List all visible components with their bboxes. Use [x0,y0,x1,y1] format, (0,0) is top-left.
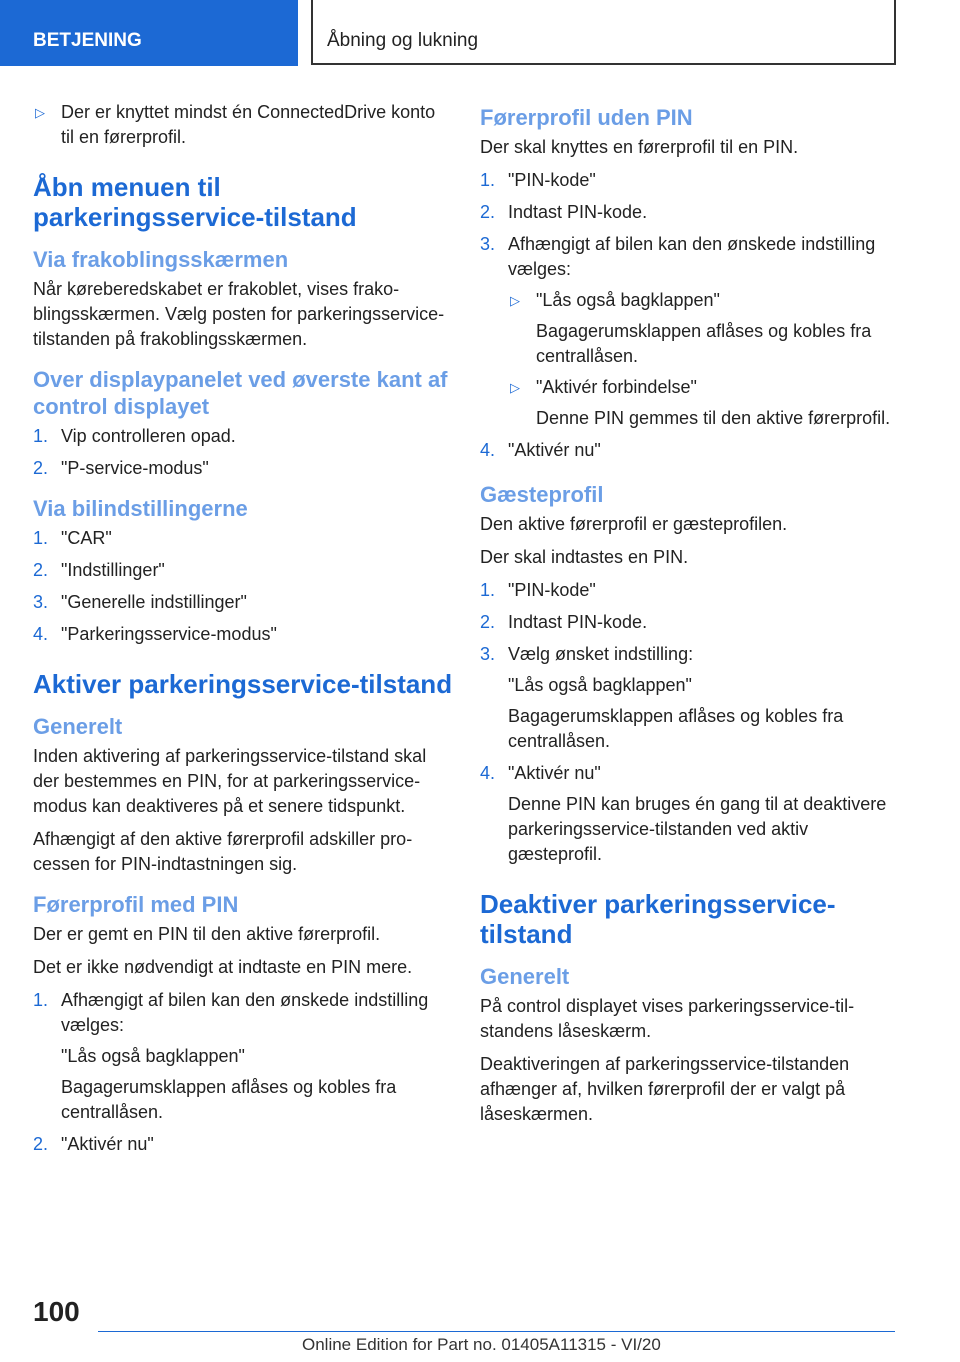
step-number: 2. [33,1134,49,1154]
left-column [33,100,453,1164]
step-number: 1. [33,426,49,446]
sub-text: Bagagerumsklappen aflåses og kobles fra centrallåsen. [61,1077,397,1122]
paragraph: Der skal knyttes en førerprofil til en PIN. [480,137,799,157]
list-item: 4. "Parkeringsservice-modus" [33,622,453,647]
triangle-bullet-icon: ▷ [35,105,45,120]
step-number: 3. [480,234,496,254]
step-number: 2. [33,560,49,580]
paragraph: Der er gemt en PIN til den aktive førerprofil. [33,924,381,944]
paragraph: Der skal indtastes en PIN. [480,547,689,567]
list-item: 3. "Generelle indstillinger" [33,590,453,615]
page-header [0,0,960,66]
sub-text: Denne PIN kan bruges én gang til at deaktivere parkeringsservice-tilstanden ved aktiv gæsteprofil. [508,794,887,864]
list-item: ▷ Der er knyttet mindst én ConnectedDrive konto til en førerprofil. [35,102,436,147]
sub-bullet: ▷ "Lås også bagklappen" Bagagerumsklappen aflåses og kobles fra centrallåsen. [508,288,900,369]
step-number: 3. [33,592,49,612]
list-item: 1. "CAR" [33,526,453,551]
sub-text: Bagagerumsklappen aflåses og kobles fra centrallåsen. [536,321,872,366]
sub-bullet: ▷ "Aktivér forbindelse" Denne PIN gemmes til den aktive førerprofil. [508,375,900,431]
list-item: 1. "PIN-kode" [480,578,900,603]
list-item: 2. Indtast PIN-kode. [480,200,900,225]
heading-over-display: Over displaypanelet ved øverste kant af control displayet [33,367,448,419]
paragraph: På control displayet vises parkeringsservice-tilstandens låseskærm. [480,996,855,1041]
sub-text: Bagagerumsklappen aflåses og kobles fra centrallåsen. [508,706,844,751]
list-item: 1. "PIN-kode" [480,168,900,193]
paragraph: Den aktive førerprofil er gæsteprofilen. [480,514,788,534]
paragraph: Deaktiveringen af parkeringsservice-tilstanden afhænger af, hvilken førerprofil der er valgt på låseskærmen. [480,1054,850,1124]
footer-divider [98,1331,895,1332]
chapter-title: Åbning og lukning [311,0,896,65]
step-number: 1. [33,990,49,1010]
heading-uden-pin: Førerprofil uden PIN [480,105,693,130]
heading-gaesteprofil: Gæsteprofil [480,482,604,507]
step-number: 2. [480,612,496,632]
sub-text: "Lås også bagklappen" [508,675,692,695]
step-number: 1. [480,170,496,190]
list-item: 4. "Aktivér nu" [480,438,900,463]
list-item: 4. "Aktivér nu" Denne PIN kan bruges én gang til at deaktivere parkeringsservice-tilstanden ved aktiv gæsteprofil. [480,761,900,867]
heading-generelt: Generelt [480,964,570,989]
list-item: 3. Afhængigt af bilen kan den ønskede indstilling vælges: ▷ "Lås også bagklappen" Bagagerumsklappen aflåses og kobles fra centrallåsen. ▷ "Aktivér forbindelse" Denne PIN gemmes til den aktive førerprofil. [480,232,900,431]
heading-via-frakobling: Via frakoblingsskærmen [33,247,289,272]
paragraph: Afhængigt af den aktive førerprofil adskiller processen for PIN-indtastningen sig. [33,829,413,874]
list-item: 2. "P-service-modus" [33,456,453,481]
heading-generelt: Generelt [33,714,123,739]
step-number: 1. [33,528,49,548]
list-item: 1. Vip controlleren opad. [33,424,453,449]
right-column [480,100,900,1135]
page-number: 100 [33,1296,80,1327]
list-item: 2. "Indstillinger" [33,558,453,583]
step-number: 4. [33,624,49,644]
paragraph: Inden aktivering af parkeringsservice-tilstand skal der bestemmes en PIN, for at parkeringsservice-modus kan deaktiveres på et senere tidspunkt. [33,746,427,816]
list-item: 2. "Aktivér nu" [33,1132,453,1157]
step-number: 4. [480,763,496,783]
step-number: 2. [480,202,496,222]
heading-aktiver: Aktiver parkeringsservice-tilstand [33,669,453,699]
section-tab[interactable]: BETJENING [0,0,298,66]
sub-text: Denne PIN gemmes til den aktive førerprofil. [536,408,891,428]
heading-med-pin: Førerprofil med PIN [33,892,239,917]
heading-deaktiver: Deaktiver parkeringsservice-tilstand [480,889,836,949]
triangle-bullet-icon: ▷ [510,293,520,308]
edition-text: Online Edition for Part no. 01405A11315 - VI/20 [302,1335,661,1354]
step-number: 4. [480,440,496,460]
triangle-bullet-icon: ▷ [510,380,520,395]
list-item: 2. Indtast PIN-kode. [480,610,900,635]
heading-open-menu: Åbn menuen til parkeringsservice-tilstand [33,172,357,232]
paragraph: Når køreberedskabet er frakoblet, vises frakoblingsskærmen. Vælg posten for parkeringsservice-tilstanden på frakoblingsskærmen. [33,279,445,349]
list-item: 3. Vælg ønsket indstilling: "Lås også bagklappen" Bagagerumsklappen aflåses og kobles fra centrallåsen. [480,642,900,754]
paragraph: Det er ikke nødvendigt at indtaste en PIN mere. [33,957,413,977]
step-number: 3. [480,644,496,664]
heading-via-bilindstillinger: Via bilindstillingerne [33,496,248,521]
step-number: 1. [480,580,496,600]
step-number: 2. [33,458,49,478]
sub-text: "Lås også bagklappen" [61,1046,245,1066]
list-item: 1. Afhængigt af bilen kan den ønskede indstilling vælges: "Lås også bagklappen" Bagagerumsklappen aflåses og kobles fra centrallåsen. [33,988,453,1125]
